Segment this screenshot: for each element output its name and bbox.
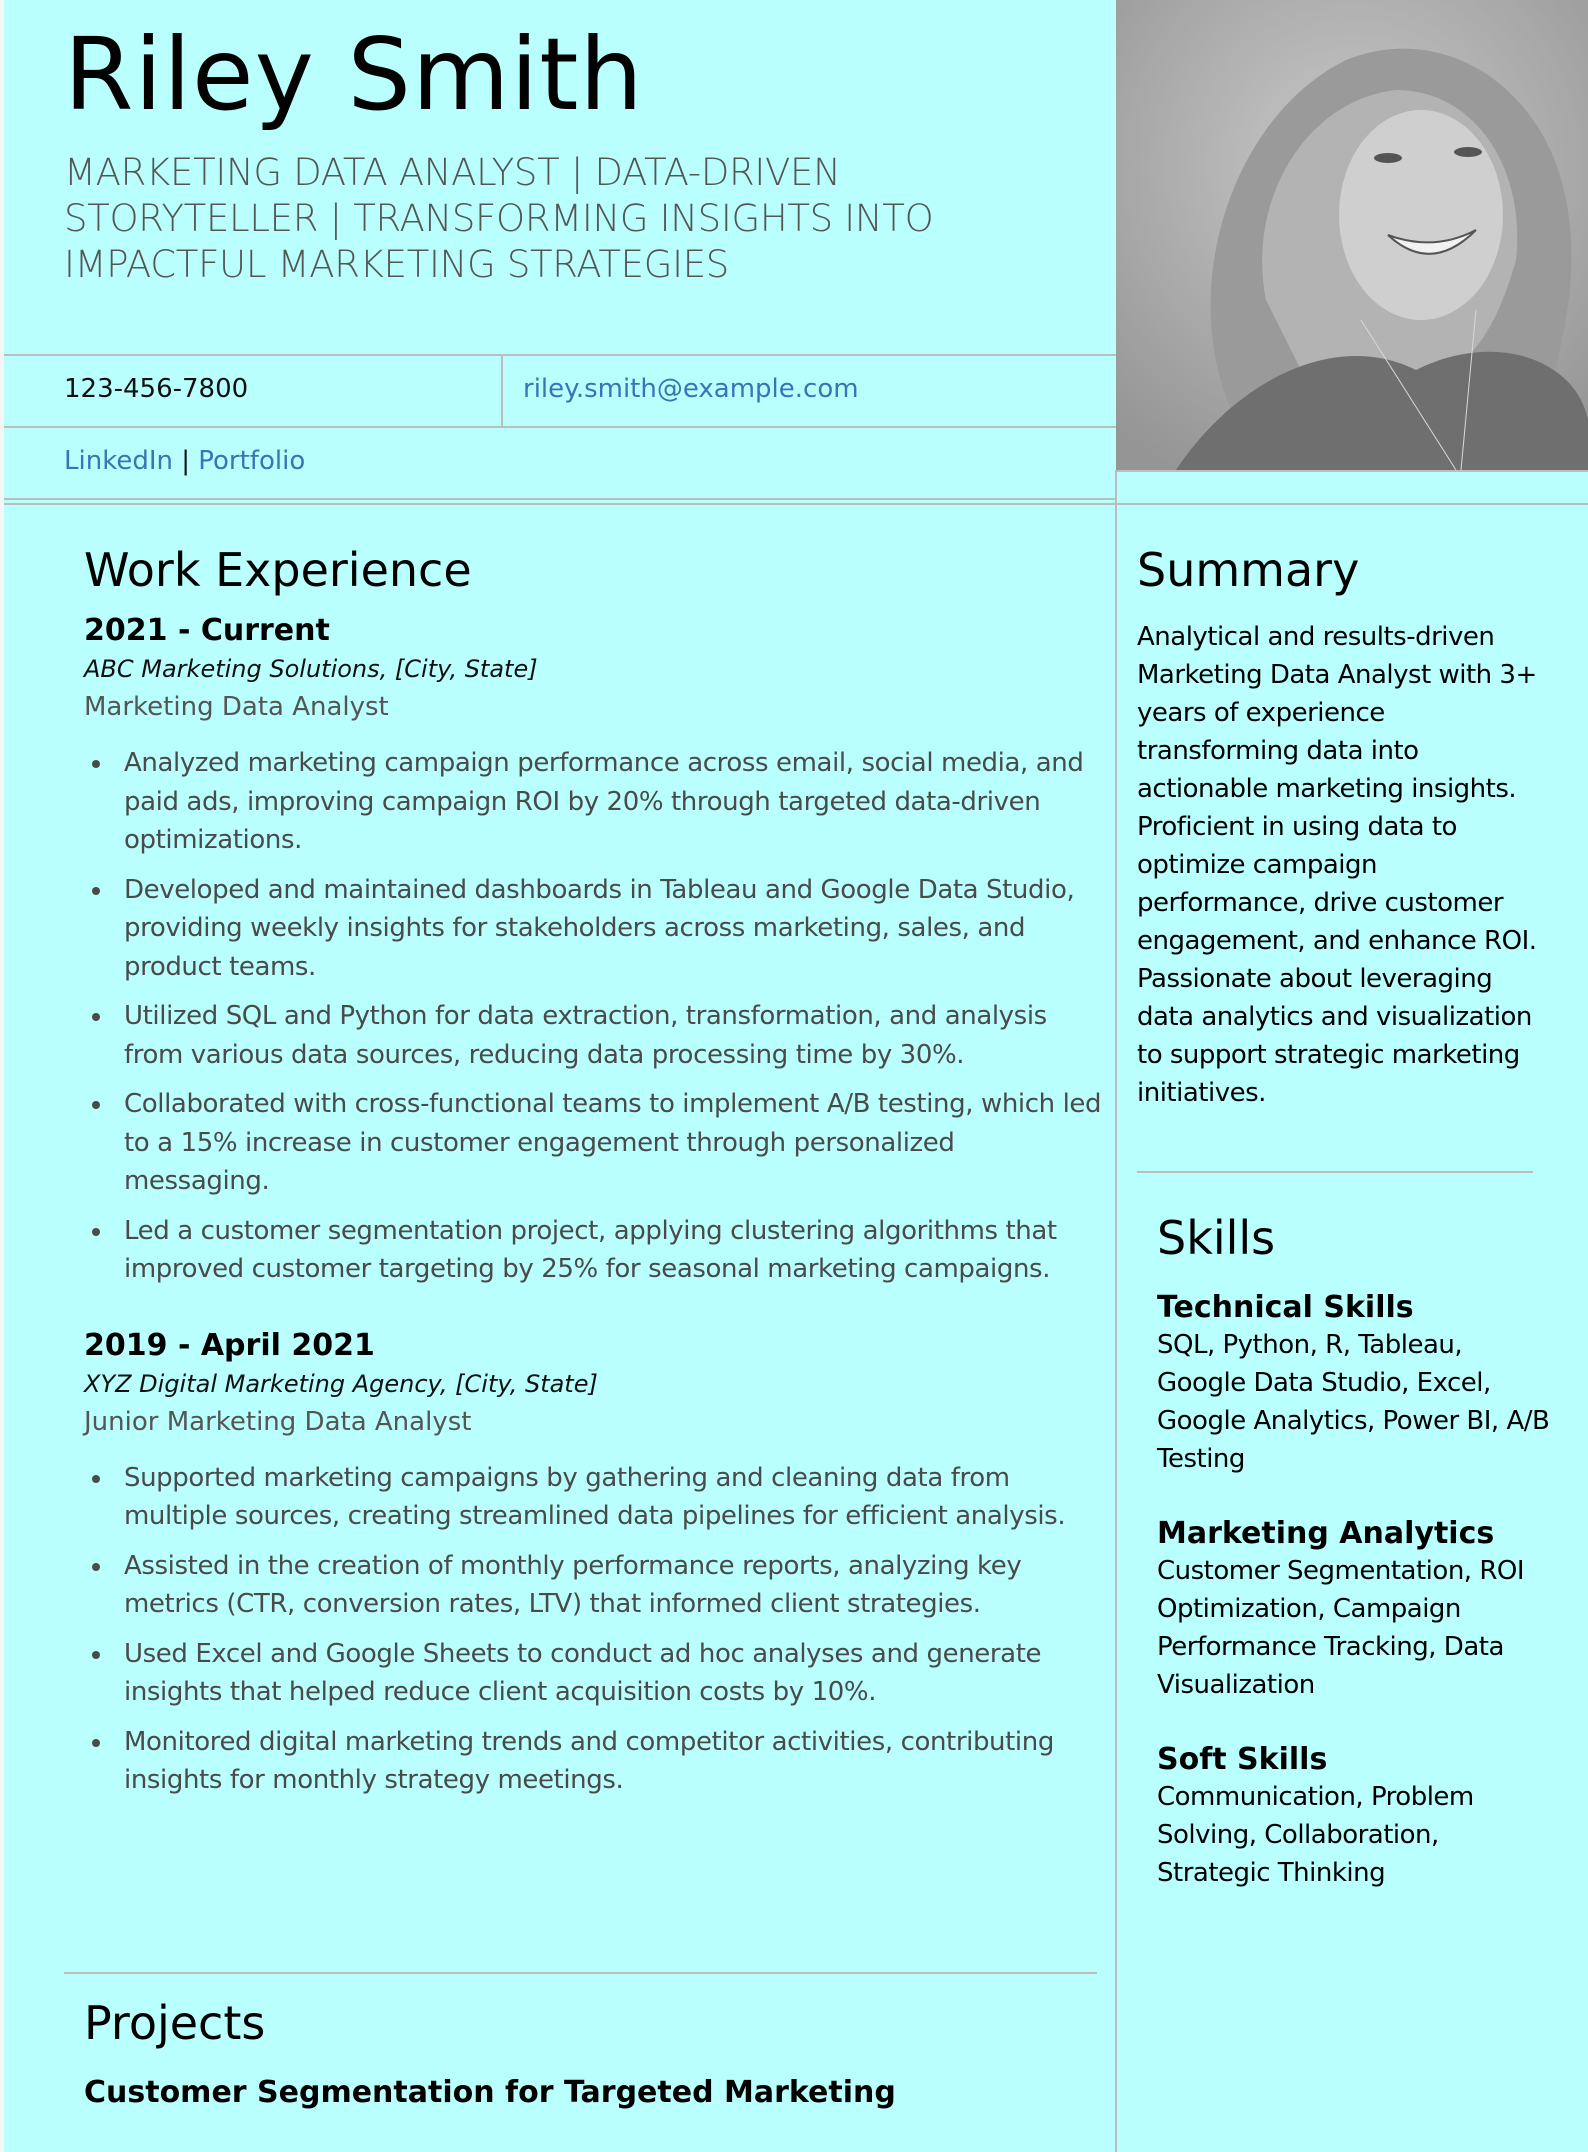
divider: [4, 354, 1116, 356]
bullet-item: Analyzed marketing campaign performance across email, social media, and paid ads, improving campaign ROI by 20% through targeted data-driven optimizations.: [84, 744, 1104, 860]
job-company: ABC Marketing Solutions, [City, State]: [84, 655, 538, 683]
section-heading-projects: Projects: [84, 1996, 266, 2050]
divider: [501, 354, 503, 427]
headline-tagline: MARKETING DATA ANALYST | DATA-DRIVEN STORYTELLER | TRANSFORMING INSIGHTS INTO IMPACTFUL MARKETING STRATEGIES: [64, 151, 934, 286]
section-heading-summary: Summary: [1137, 543, 1360, 597]
phone-number: 123-456-7800: [64, 374, 249, 404]
skill-group-technical: [1157, 1290, 1557, 1478]
email-link[interactable]: riley.smith@example.com: [523, 374, 859, 404]
job-company: XYZ Digital Marketing Agency, [City, State]: [84, 1369, 598, 1398]
summary-text: Analytical and results-driven Marketing Data Analyst with 3+ years of experience transforming data into actionable marketing insights. Proficient in using data to optimize campaign performance, drive customer engagement, and enhance ROI. Passionate about leveraging data analytics and visualization to support strategic marketing initiatives.: [1137, 622, 1537, 1108]
skill-group-title: Soft Skills: [1157, 1742, 1328, 1777]
section-divider: [1137, 1171, 1533, 1173]
bullet-item: Led a customer segmentation project, applying clustering algorithms that improved customer targeting by 25% for seasonal marketing campaigns.: [84, 1212, 1104, 1289]
skill-group-text: Customer Segmentation, ROI Optimization, Campaign Performance Tracking, Data Visualization: [1157, 1556, 1525, 1700]
job-entry: [84, 612, 1104, 1289]
profile-links: [64, 446, 305, 476]
bullet-item: Utilized SQL and Python for data extraction, transformation, and analysis from various data sources, reducing data processing time by 30%.: [84, 997, 1104, 1074]
profile-photo: [1116, 0, 1588, 470]
resume-page: [4, 0, 1588, 2152]
bullet-item: Developed and maintained dashboards in Tableau and Google Data Studio, providing weekly insights for stakeholders across marketing, sales, and product teams.: [84, 871, 1104, 987]
job-entry: [84, 1327, 1104, 1800]
skill-group-soft: [1157, 1742, 1557, 1892]
job-bullets: [84, 1459, 1104, 1800]
divider: [4, 426, 1116, 428]
column-divider: [1115, 470, 1117, 2152]
project-title: Customer Segmentation for Targeted Marketing: [84, 2075, 896, 2110]
skill-group-text: SQL, Python, R, Tableau, Google Data Studio, Excel, Google Analytics, Power BI, A/B Testing: [1157, 1330, 1550, 1474]
section-heading-skills: Skills: [1157, 1211, 1276, 1265]
skill-group-title: Technical Skills: [1157, 1290, 1414, 1325]
link-separator: |: [181, 446, 190, 476]
section-divider: [64, 1972, 1097, 1974]
job-dates: 2019 - April 2021: [84, 1327, 375, 1363]
bullet-item: Supported marketing campaigns by gathering and cleaning data from multiple sources, creating streamlined data pipelines for efficient analysis.: [84, 1459, 1104, 1536]
section-heading-work: Work Experience: [84, 543, 472, 597]
portrait-image: [1116, 0, 1588, 470]
projects-section: [84, 1985, 1104, 2113]
bullet-item: Monitored digital marketing trends and competitor activities, contributing insights for monthly strategy meetings.: [84, 1723, 1104, 1800]
skill-group-marketing-analytics: [1157, 1516, 1557, 1704]
divider: [4, 498, 1116, 500]
candidate-name: Riley Smith: [64, 16, 644, 133]
job-bullets: [84, 744, 1104, 1289]
bullet-item: Assisted in the creation of monthly performance reports, analyzing key metrics (CTR, conversion rates, LTV) that informed client strategies.: [84, 1547, 1104, 1624]
summary-section: [1137, 532, 1537, 1112]
work-experience-section: [84, 532, 1104, 1811]
bullet-item: Used Excel and Google Sheets to conduct ad hoc analyses and generate insights that helped reduce client acquisition costs by 10%.: [84, 1635, 1104, 1712]
job-dates: 2021 - Current: [84, 613, 330, 648]
portfolio-link[interactable]: Portfolio: [198, 446, 306, 476]
bullet-item: Collaborated with cross-functional teams to implement A/B testing, which led to a 15% increase in customer engagement through personalized messaging.: [84, 1085, 1104, 1201]
skills-section: [1157, 1200, 1557, 1930]
skill-group-title: Marketing Analytics: [1157, 1516, 1495, 1551]
job-title: Marketing Data Analyst: [84, 692, 389, 722]
linkedin-link[interactable]: LinkedIn: [64, 446, 173, 476]
divider: [1116, 470, 1588, 472]
skill-group-text: Communication, Problem Solving, Collaboration, Strategic Thinking: [1157, 1782, 1474, 1888]
divider: [4, 503, 1588, 505]
job-title: Junior Marketing Data Analyst: [84, 1406, 472, 1437]
